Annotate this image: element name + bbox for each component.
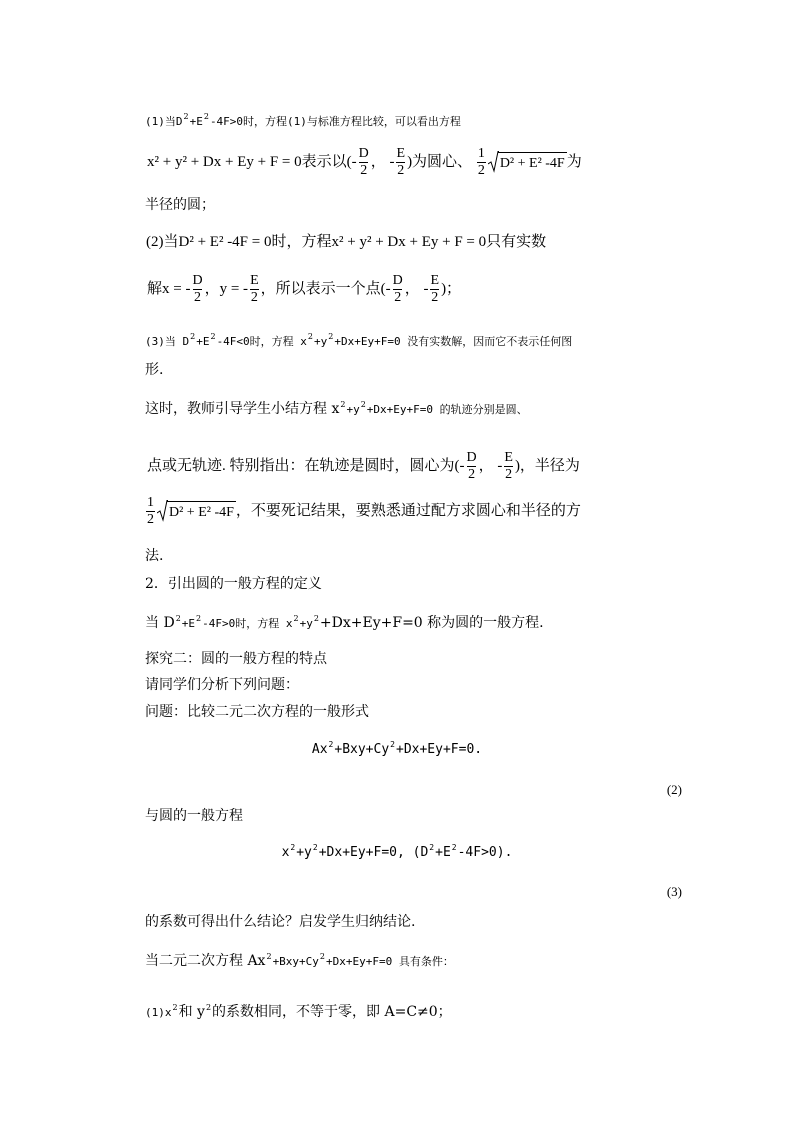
fraction-denominator: 2 [147, 512, 154, 527]
text-fragment: +Dx+Ey+F=0. [396, 742, 483, 757]
text-line-20 [145, 1002, 452, 1023]
superscript: 2 [360, 400, 366, 409]
fraction-e-over-2 [430, 273, 441, 306]
text-fragment: 2．引出圆的一般方程的定义 [145, 576, 322, 592]
radicand: D² + E² -4F [498, 152, 567, 174]
text-fragment: 问题：比较二元二次方程的一般形式 [145, 704, 369, 720]
square-root [157, 501, 236, 523]
superscript: 2 [172, 1003, 178, 1012]
text-fragment: ，不要死记结果，要熟悉通过配方求圆心和半径的方 [235, 502, 581, 519]
text-line-15 [145, 675, 299, 695]
text-fragment: +Dx+Ey+F=0, (D [318, 845, 429, 860]
fraction-numerator: D [358, 146, 369, 161]
superscript: 2 [390, 740, 395, 749]
text-fragment: +Dx+Ey+F=0 的轨迹分别是圆、 [366, 403, 528, 416]
fraction-e-over-2 [249, 273, 260, 306]
text-fragment: 当 D [145, 615, 175, 631]
fraction-numerator: E [430, 273, 440, 288]
text-line-13 [145, 613, 544, 634]
superscript: 2 [451, 843, 457, 852]
text-fragment: +Dx+Ey+F=0 称为圆的一般方程. [319, 615, 544, 631]
fraction-numerator: 1 [477, 146, 485, 161]
superscript: 2 [183, 112, 189, 121]
superscript: 2 [290, 843, 296, 852]
equation-2 [0, 742, 794, 757]
text-line-3 [145, 195, 215, 215]
text-fragment: )； [441, 280, 462, 297]
text-fragment: ， - [404, 280, 429, 297]
superscript: 2 [313, 614, 319, 623]
fraction-denominator: 2 [468, 467, 476, 482]
fraction-numerator: 1 [147, 495, 154, 510]
radical-sign-icon [488, 151, 499, 173]
text-fragment: +Dx+Ey+F=0 没有实数解，因而它不表示任何图 [334, 335, 573, 348]
fraction-one-half [477, 146, 486, 179]
fraction-denominator: 2 [397, 163, 405, 178]
radical-sign-icon [157, 500, 168, 522]
text-line-18 [145, 912, 415, 932]
text-fragment: +E [435, 845, 451, 860]
text-fragment: ， - [370, 153, 395, 170]
text-fragment: -4F<0时，方程 x [216, 335, 307, 348]
text-fragment: +y [346, 403, 360, 416]
text-fragment: (1)当 [145, 115, 176, 128]
superscript: 2 [293, 614, 299, 623]
text-line-1 [145, 111, 461, 132]
fraction-d-over-2 [466, 450, 478, 483]
text-fragment: +Bxy+Cy [272, 955, 319, 968]
text-fragment: Ax [311, 742, 328, 757]
text-fragment: 解x = - [147, 280, 191, 297]
fraction-d-over-2 [358, 146, 370, 179]
fraction-numerator: E [396, 146, 406, 161]
section-heading [145, 574, 322, 594]
text-fragment: 形. [145, 362, 164, 378]
text-fragment: 这时，教师引导学生小结方程 x [145, 401, 340, 417]
text-fragment: +y [299, 617, 313, 630]
superscript: 2 [312, 843, 318, 852]
superscript: 2 [429, 843, 435, 852]
fraction-denominator: 2 [431, 290, 439, 305]
text-fragment: +Bxy+Cy [334, 742, 390, 757]
fraction-denominator: 2 [360, 163, 368, 178]
text-line-8 [145, 399, 528, 420]
text-fragment: 的系数相同，不等于零，即 A=C≠0； [212, 1004, 452, 1020]
superscript: 2 [328, 740, 334, 749]
text-line-4 [146, 232, 546, 252]
text-fragment: -4F>0时，方程(1)与标准方程比较，可以看出方程 [209, 115, 461, 128]
text-fragment: ，所以表示一个点(- [260, 280, 391, 297]
superscript: 2 [196, 614, 202, 623]
text-fragment: 为 [566, 153, 582, 170]
superscript: 2 [205, 1003, 212, 1012]
fraction-d-over-2 [392, 273, 404, 306]
superscript: 2 [175, 614, 181, 623]
fraction-e-over-2 [503, 450, 514, 483]
text-fragment: +y [314, 335, 328, 348]
fraction-numerator: D [466, 450, 477, 465]
text-fragment: 当二元二次方程 Ax [145, 953, 266, 969]
text-fragment: 半径的圆； [145, 197, 215, 213]
text-fragment: ， - [478, 457, 503, 474]
fraction-denominator: 2 [250, 290, 258, 305]
superscript: 2 [210, 332, 216, 341]
fraction-e-over-2 [396, 146, 407, 179]
equation-number-2: (2) [666, 782, 682, 797]
text-fragment: +Dx+Ey+F=0 具有条件： [326, 955, 454, 968]
fraction-numerator: D [192, 273, 203, 288]
text-fragment: )为圆心、 [407, 153, 473, 170]
text-line-7 [145, 360, 163, 380]
text-line-5 [147, 273, 461, 306]
text-fragment: (1)x [145, 1006, 172, 1019]
text-fragment: (2)当D² + E² -4F = 0时，方程x² + y² + Dx + Ey + F = 0只有实数 [146, 234, 547, 250]
text-fragment: +E [196, 335, 210, 348]
text-fragment: +y [296, 845, 312, 860]
text-fragment: -4F>0). [457, 845, 513, 860]
text-fragment: 点或无轨迹. 特别指出：在轨迹是圆时，圆心为(- [147, 457, 465, 474]
fraction-denominator: 2 [477, 163, 485, 178]
text-fragment: 探究二：圆的一般方程的特点 [145, 651, 327, 667]
text-fragment: +E [181, 617, 196, 630]
text-fragment: 的系数可得出什么结论？启发学生归纳结论. [145, 914, 416, 930]
text-line-16 [145, 702, 369, 722]
text-line-2 [147, 146, 582, 179]
text-fragment: ，y = - [204, 280, 249, 297]
text-fragment: D [175, 115, 183, 128]
text-line-17 [145, 806, 243, 826]
fraction-one-half [146, 495, 155, 528]
text-fragment: 请同学们分析下列问题： [145, 677, 299, 693]
superscript: 2 [203, 112, 209, 121]
superscript: 2 [340, 400, 346, 409]
text-fragment: +E [189, 115, 203, 128]
superscript: 2 [307, 332, 314, 341]
fraction-d-over-2 [191, 273, 203, 306]
fraction-numerator: D [392, 273, 403, 288]
text-fragment: x [281, 845, 290, 860]
text-line-10 [145, 495, 581, 528]
fraction-denominator: 2 [394, 290, 402, 305]
fraction-denominator: 2 [194, 290, 202, 305]
text-line-14 [145, 649, 327, 669]
text-fragment: -4F>0时，方程 x [202, 617, 293, 630]
fraction-denominator: 2 [505, 467, 513, 482]
superscript: 2 [319, 952, 326, 961]
text-fragment: )，半径为 [514, 457, 580, 474]
text-line-6 [145, 331, 572, 352]
text-line-11 [145, 546, 163, 566]
text-fragment: 与圆的一般方程 [145, 808, 243, 824]
equation-3 [0, 845, 794, 860]
text-line-9 [147, 450, 580, 483]
equation-text: x² + y² + Dx + Ey + F = 0表示以(- [147, 153, 357, 170]
square-root [488, 152, 567, 174]
text-fragment: 法. [145, 548, 164, 564]
equation-number-3: (3) [666, 884, 682, 899]
radicand: D² + E² -4F [167, 501, 236, 523]
superscript: 2 [190, 332, 196, 341]
text-line-19 [145, 951, 454, 972]
superscript: 2 [266, 952, 272, 961]
superscript: 2 [328, 332, 334, 341]
fraction-numerator: E [504, 450, 513, 465]
text-fragment: 和 y [178, 1004, 205, 1020]
text-fragment: (3)当 D [145, 335, 190, 348]
fraction-numerator: E [250, 273, 259, 288]
